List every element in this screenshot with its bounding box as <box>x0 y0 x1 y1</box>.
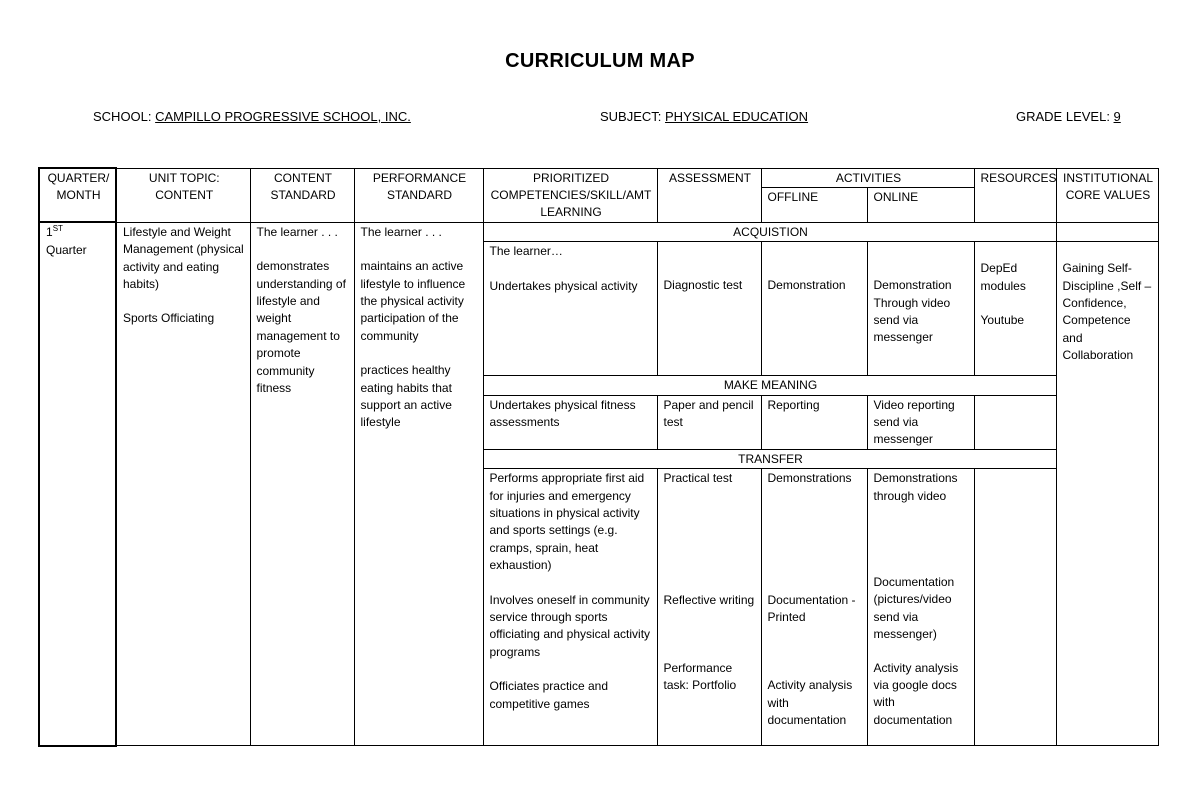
quarter-cell <box>39 222 116 745</box>
core-values-cell <box>1056 242 1158 746</box>
quarter-number: 1 <box>46 225 53 240</box>
unit-topic-line1: Lifestyle and Weight Management (physical activity and eating habits) <box>123 224 244 291</box>
acquisition-resources-cell <box>974 242 1056 376</box>
resource-youtube: Youtube <box>980 312 1025 327</box>
make-meaning-competency: Undertakes physical fitness assessments <box>483 395 657 449</box>
transfer-assessment-1: Practical test <box>663 471 733 486</box>
school-value: CAMPILLO PROGRESSIVE SCHOOL, INC. <box>155 109 411 124</box>
transfer-assessment-3: Performance task: Portfolio <box>663 660 737 693</box>
header-resources: RESOURCES <box>974 168 1056 222</box>
acquisition-online: Demonstration Through video send via messenger <box>873 278 952 345</box>
transfer-competency-2: Involves oneself in community service through sports officiating and physical activity programs <box>489 592 651 659</box>
core-values-top-cell <box>1056 222 1158 241</box>
subject-value: PHYSICAL EDUCATION <box>665 109 809 124</box>
transfer-competency-3: Officiates practice and competitive games <box>489 679 609 711</box>
header-performance-standard: PERFORMANCE STANDARD <box>354 168 483 222</box>
quarter-label: Quarter <box>46 242 87 257</box>
make-meaning-offline: Reporting <box>761 395 867 449</box>
header-quarter: QUARTER/ MONTH <box>39 168 116 222</box>
acquisition-competency-cell <box>483 242 657 376</box>
acquisition-competency: Undertakes physical activity <box>489 278 638 293</box>
grade-label: GRADE LEVEL: <box>1016 109 1114 124</box>
subject-label: SUBJECT: <box>600 109 666 124</box>
transfer-assessment-cell <box>657 469 761 746</box>
header-assessment: ASSESSMENT <box>657 168 761 222</box>
core-values-text: Gaining Self-Discipline ,Self – Confidence, Competence and Collaboration <box>1062 261 1152 363</box>
header-online: ONLINE <box>867 188 974 223</box>
transfer-offline-2: Documentation -Printed <box>767 592 856 624</box>
school-label: SCHOOL: <box>93 109 156 124</box>
acquisition-assessment: Diagnostic test <box>663 278 743 293</box>
make-meaning-assessment: Paper and pencil test <box>657 395 761 449</box>
content-standard-cell <box>250 222 354 745</box>
school-field <box>93 109 411 124</box>
acquisition-offline-cell <box>761 242 867 376</box>
performance-standard-body1: maintains an active lifestyle to influence the physical activity participation of the community <box>360 259 466 343</box>
make-meaning-resources <box>974 395 1056 449</box>
transfer-resources <box>974 469 1056 746</box>
transfer-online-1: Demonstrations through video <box>873 471 958 503</box>
page-title: CURRICULUM MAP <box>505 50 695 72</box>
transfer-competency-1: Performs appropriate first aid for injuries and emergency situations in physical activity and sports settings (e.g. cramps, sprain, heat exhaustion) <box>489 471 645 573</box>
make-meaning-online: Video reporting send via messenger <box>867 395 974 449</box>
acquisition-offline: Demonstration <box>767 278 846 293</box>
header-content-standard: CONTENT STANDARD <box>250 168 354 222</box>
grade-value: 9 <box>1113 109 1121 124</box>
transfer-online-3: Activity analysis via google docs with documentation <box>873 660 959 727</box>
transfer-offline-1: Demonstrations <box>767 471 852 486</box>
transfer-offline-3: Activity analysis with documentation <box>767 678 853 728</box>
transfer-competency-cell <box>483 469 657 746</box>
header-offline: OFFLINE <box>761 188 867 223</box>
transfer-offline-cell <box>761 469 867 746</box>
resource-deped-modules: DepEd modules <box>980 261 1026 293</box>
acquisition-learner: The learner… <box>489 244 563 259</box>
section-acquisition: ACQUISTION <box>483 222 1056 241</box>
subject-field <box>600 109 808 124</box>
curriculum-table <box>38 167 1159 747</box>
section-transfer: TRANSFER <box>483 449 1056 468</box>
performance-standard-cell <box>354 222 483 745</box>
content-standard-body: demonstrates understanding of lifestyle and weight management to promote community fitness <box>256 259 346 395</box>
performance-standard-body2: practices healthy eating habits that support an active lifestyle <box>360 363 452 430</box>
header-activities: ACTIVITIES <box>761 168 974 188</box>
grade-field <box>1016 109 1121 124</box>
header-competencies: PRIORITIZED COMPETENCIES/SKILL/AMT LEARNING <box>483 168 657 222</box>
unit-topic-cell <box>116 222 250 745</box>
content-standard-intro: The learner . . . <box>256 224 338 239</box>
unit-topic-line2: Sports Officiating <box>123 311 215 326</box>
transfer-assessment-2: Reflective writing <box>663 592 755 607</box>
header-core-values: INSTITUTIONAL CORE VALUES <box>1056 168 1158 222</box>
transfer-online-2: Documentation (pictures/video send via messenger) <box>873 574 955 642</box>
section-make-meaning: MAKE MEANING <box>483 376 1056 395</box>
quarter-suffix: ST <box>52 224 63 234</box>
acquisition-online-cell <box>867 242 974 376</box>
transfer-online-cell <box>867 469 974 746</box>
acquisition-assessment-cell <box>657 242 761 376</box>
performance-standard-intro: The learner . . . <box>360 224 442 239</box>
header-unit-topic: UNIT TOPIC: CONTENT <box>116 168 250 222</box>
